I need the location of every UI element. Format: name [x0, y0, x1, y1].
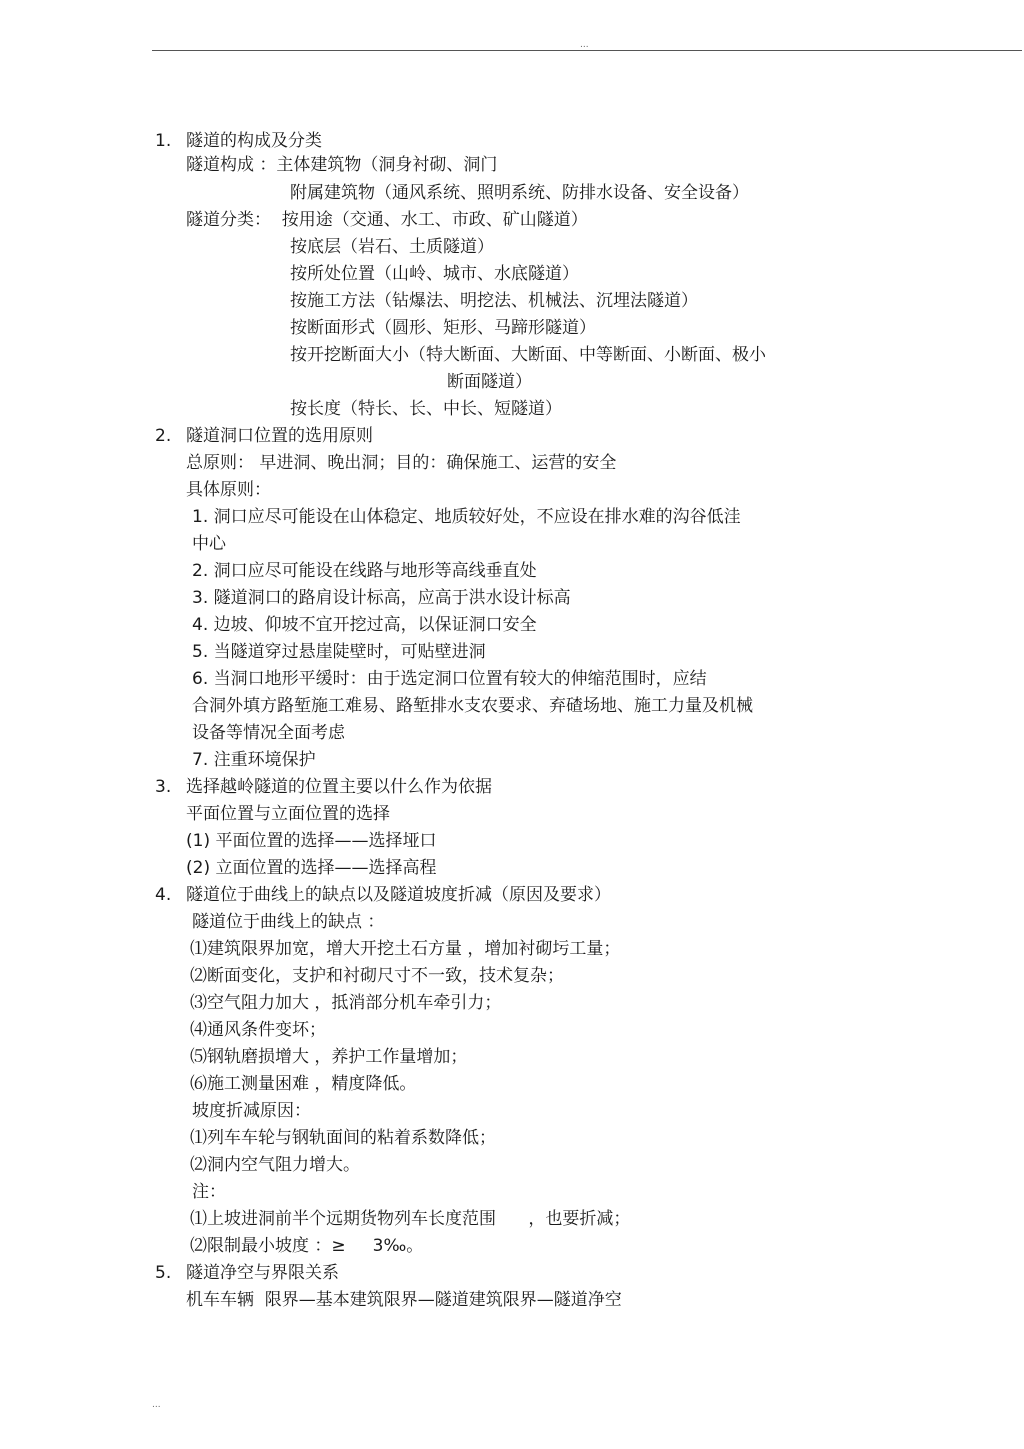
text-line: 按所处位置（山岭、城市、水底隧道） — [290, 264, 579, 284]
text-line: 4. 边坡、仰坡不宜开挖过高，以保证洞口安全 — [192, 615, 537, 635]
text-line: 7. 注重环境保护 — [192, 750, 316, 770]
text-line: 1. 洞口应尽可能设在山体稳定、地质较好处，不应设在排水难的沟谷低洼 — [192, 507, 741, 527]
section-heading: 隧道洞口位置的选用原则 — [186, 426, 373, 446]
text-line: ⑸钢轨磨损增大 ，养护工作量增加； — [190, 1047, 468, 1067]
text-line: 隧道构成 ：主体建筑物（洞身衬砌、洞门 — [186, 155, 498, 175]
section-heading: 隧道净空与界限关系 — [186, 1263, 339, 1283]
text-line: ⑵洞内空气阻力增大。 — [190, 1155, 360, 1175]
text-line: 断面隧道） — [447, 372, 532, 392]
text-line: 机车车辆 限界—基本建筑限界—隧道建筑限界—隧道净空 — [186, 1290, 622, 1310]
text-line: 设备等情况全面考虑 — [192, 723, 345, 743]
text-line: (2) 立面位置的选择——选择高程 — [186, 858, 437, 878]
text-line: 具体原则： — [186, 480, 271, 500]
text-line: ⑴建筑限界加宽，增大开挖土石方量 ，增加衬砌圬工量； — [190, 939, 621, 959]
header-dots: ... — [580, 40, 589, 50]
text-line: ⑴列车车轮与钢轨面间的粘着系数降低； — [190, 1128, 496, 1148]
section-heading: 隧道位于曲线上的缺点以及隧道坡度折减（原因及要求） — [186, 885, 611, 905]
footer-dots: ... — [152, 1400, 161, 1410]
section-heading: 隧道的构成及分类 — [186, 131, 322, 151]
text-line: ⑴上坡进洞前半个远期货物列车长度范围 ，也要折减； — [190, 1209, 631, 1229]
text-line: ⑹施工测量困难 ，精度降低。 — [190, 1074, 417, 1094]
text-line: 附属建筑物（通风系统、照明系统、防排水设备、安全设备） — [290, 183, 749, 203]
text-line: ⑷通风条件变坏； — [190, 1020, 326, 1040]
text-line: 注： — [192, 1182, 226, 1202]
text-line: 5. 当隧道穿过悬崖陡壁时，可贴壁进洞 — [192, 642, 486, 662]
header-rule — [152, 50, 1022, 51]
section-number: 1. — [155, 131, 172, 151]
text-line: 隧道分类： 按用途（交通、水工、市政、矿山隧道） — [186, 210, 588, 230]
text-line: 按底层（岩石、土质隧道） — [290, 237, 494, 257]
text-line: 3. 隧道洞口的路肩设计标高，应高于洪水设计标高 — [192, 588, 571, 608]
text-line: 隧道位于曲线上的缺点 ： — [192, 912, 385, 932]
text-line: 按施工方法（钻爆法、明挖法、机械法、沉埋法隧道） — [290, 291, 698, 311]
text-line: (1) 平面位置的选择——选择垭口 — [186, 831, 437, 851]
section-number: 5. — [155, 1263, 172, 1283]
text-line: 中心 — [192, 534, 226, 554]
section-number: 4. — [155, 885, 172, 905]
section-heading: 选择越岭隧道的位置主要以什么作为依据 — [186, 777, 492, 797]
text-line: 按开挖断面大小（特大断面、大断面、中等断面、小断面、极小 — [290, 345, 766, 365]
text-line: 按长度（特长、长、中长、短隧道） — [290, 399, 562, 419]
text-line: 坡度折减原因： — [192, 1101, 311, 1121]
text-line: ⑶空气阻力加大 ，抵消部分机车牵引力； — [190, 993, 502, 1013]
text-line: ⑵限制最小坡度 ：≥ 3‰。 — [190, 1236, 424, 1256]
text-line: 6. 当洞口地形平缓时：由于选定洞口位置有较大的伸缩范围时，应结 — [192, 669, 707, 689]
section-number: 3. — [155, 777, 172, 797]
text-line: 按断面形式（圆形、矩形、马蹄形隧道） — [290, 318, 596, 338]
text-line: 2. 洞口应尽可能设在线路与地形等高线垂直处 — [192, 561, 537, 581]
text-line: ⑵断面变化，支护和衬砌尺寸不一致，技术复杂； — [190, 966, 564, 986]
text-line: 平面位置与立面位置的选择 — [186, 804, 390, 824]
text-line: 总原则： 早进洞、晚出洞；目的：确保施工、运营的安全 — [186, 453, 617, 473]
text-line: 合洞外填方路堑施工难易、路堑排水支农要求、弃碴场地、施工力量及机械 — [192, 696, 753, 716]
section-number: 2. — [155, 426, 172, 446]
